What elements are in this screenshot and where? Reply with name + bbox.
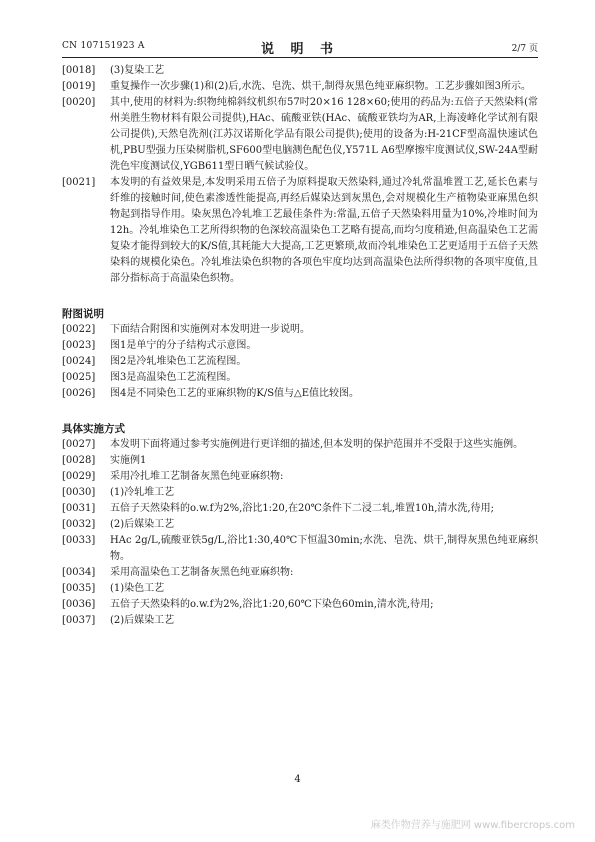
paragraph <box>62 597 538 613</box>
paragraph-number: [0032] <box>62 519 96 530</box>
paragraph-text: 实施例1 <box>110 455 147 466</box>
document-title: 说 明 书 <box>260 42 340 57</box>
paragraph-number: [0033] <box>62 535 96 546</box>
paragraph-group-embodiments <box>62 437 538 629</box>
paragraph-number: [0018] <box>62 65 96 76</box>
paragraph-text: HAc 2g/L,硫酸亚铁5g/L,浴比1:30,40℃下恒温30min;水洗、皂洗、烘干,制得灰黑色纯亚麻织物。 <box>110 535 538 562</box>
paragraph-text: 五倍子天然染料的o.w.f为2%,浴比1:20,60℃下染色60min,清水洗,待用; <box>110 599 434 610</box>
section-heading-embodiments: 具体实施方式 <box>62 423 125 435</box>
paragraph-number: [0021] <box>62 177 96 188</box>
site-watermark: 麻类作物营养与施肥网 www.fibercrops.com <box>370 820 575 831</box>
paragraph-text: (1)染色工艺 <box>110 583 165 594</box>
paragraph <box>62 453 538 469</box>
paragraph <box>62 565 538 581</box>
paragraph-number: [0034] <box>62 567 96 578</box>
paragraph-text: 图1是单宁的分子结构式示意图。 <box>110 340 257 351</box>
document-body <box>62 63 538 629</box>
paragraph-text: 本发明下面将通过参考实施例进行更详细的描述,但本发明的保护范围并不受限于这些实施例。 <box>110 439 524 450</box>
paragraph-number: [0035] <box>62 583 96 594</box>
paragraph-text: (2)后媒染工艺 <box>110 615 175 626</box>
paragraph <box>62 517 538 533</box>
paragraph <box>62 613 538 629</box>
paragraph-number: [0028] <box>62 455 96 466</box>
section-heading-figures: 附图说明 <box>62 308 104 320</box>
paragraph-number: [0025] <box>62 372 96 383</box>
paragraph <box>62 95 538 175</box>
paragraph-number: [0029] <box>62 471 96 482</box>
paragraph-number: [0037] <box>62 615 96 626</box>
paragraph-text: (3)复染工艺 <box>110 65 165 76</box>
patent-number: CN 107151923 A <box>62 41 145 51</box>
paragraph-text: 本发明的有益效果是,本发明采用五倍子为原料提取天然染料,通过冷轧常温堆置工艺,延长色素与纤维的接触时间,使色素渗透性能提高,再经后媒染达到灰黑色,会对规模化生产植物染亚麻黑色织物起到指导作用。染灰黑色冷轧堆工艺最佳条件为:常温,五倍子天然染料用量为10%,冷堆时间为12h。冷轧堆染色工艺所得织物的色深较高温染色工艺略有提高,而均匀度稍逊,但高温染色工艺需复染才能得到较大的K/S值,其耗能大大提高,工艺更繁琐,故而冷轧堆染色工艺更适用于五倍子天然染料的规模化染色。冷轧堆法染色织物的各项色牢度均达到高温染色法所得织物的各项牢度值,且部分指标高于高温染色织物。 <box>110 177 538 284</box>
paragraph-number: [0026] <box>62 388 96 399</box>
paragraph <box>62 63 538 79</box>
paragraph-group-figures <box>62 322 538 402</box>
paragraph-text: 采用冷扎堆工艺制备灰黑色纯亚麻织物: <box>110 471 284 482</box>
paragraph-number: [0020] <box>62 97 96 108</box>
paragraph-text: 图4是不同染色工艺的亚麻织物的K/S值与△E值比较图。 <box>110 388 360 399</box>
paragraph <box>62 581 538 597</box>
page-number: 4 <box>294 774 301 785</box>
paragraph <box>62 533 538 565</box>
paragraph-text: 采用高温染色工艺制备灰黑色纯亚麻织物: <box>110 567 294 578</box>
paragraph <box>62 338 538 354</box>
paragraph <box>62 79 538 95</box>
paragraph-number: [0023] <box>62 340 96 351</box>
paragraph-text: (2)后媒染工艺 <box>110 519 175 530</box>
paragraph <box>62 370 538 386</box>
paragraph <box>62 386 538 402</box>
paragraph-text: 图2是冷轧堆染色工艺流程图。 <box>110 356 247 367</box>
paragraph-text: 图3是高温染色工艺流程图。 <box>110 372 237 383</box>
paragraph-number: [0030] <box>62 487 96 498</box>
paragraph-number: [0019] <box>62 81 96 92</box>
paragraph <box>62 469 538 485</box>
paragraph-group-intro <box>62 63 538 287</box>
paragraph-text: 重复操作一次步骤(1)和(2)后,水洗、皂洗、烘干,制得灰黑色纯亚麻织物。工艺步骤如图3所示。 <box>110 81 532 92</box>
paragraph-text: 五倍子天然染料的o.w.f为2%,浴比1:20,在20℃条件下二浸二轧,堆置10h,清水洗,待用; <box>110 503 494 514</box>
paragraph-number: [0027] <box>62 439 96 450</box>
paragraph <box>62 175 538 287</box>
paragraph <box>62 485 538 501</box>
paragraph-number: [0036] <box>62 599 96 610</box>
paragraph-number: [0031] <box>62 503 96 514</box>
paragraph-number: [0024] <box>62 356 96 367</box>
paragraph <box>62 437 538 453</box>
paragraph-text: 其中,使用的材料为:织物纯棉斜纹机织布57吋20×16 128×60;使用的药品为:五倍子天然染料(常州美胜生物材料有限公司提供),HAc、硫酸亚铁(HAc、硫酸亚铁均为AR,上海凌峰化学试剂有限公司提供),天然皂洗剂(江苏汉诺斯化学品有限公司提供);使用的设备为:H-21CF型高温快速试色机,PBU型强力压染树脂机,SF600型电脑测色配色仪,Y571L A6型摩擦牢度测试仪,SW-24A型耐洗色牢度测试仪,YGB611型日晒气候试验仪。 <box>110 97 538 172</box>
paragraph <box>62 501 538 517</box>
paragraph-text: 下面结合附图和实施例对本发明进一步说明。 <box>110 324 310 335</box>
page-header <box>62 38 538 56</box>
paragraph-text: (1)冷轧堆工艺 <box>110 487 175 498</box>
page-indicator: 2/7 页 <box>511 44 538 54</box>
paragraph <box>62 322 538 338</box>
paragraph-number: [0022] <box>62 324 96 335</box>
header-divider <box>62 57 538 58</box>
paragraph <box>62 354 538 370</box>
